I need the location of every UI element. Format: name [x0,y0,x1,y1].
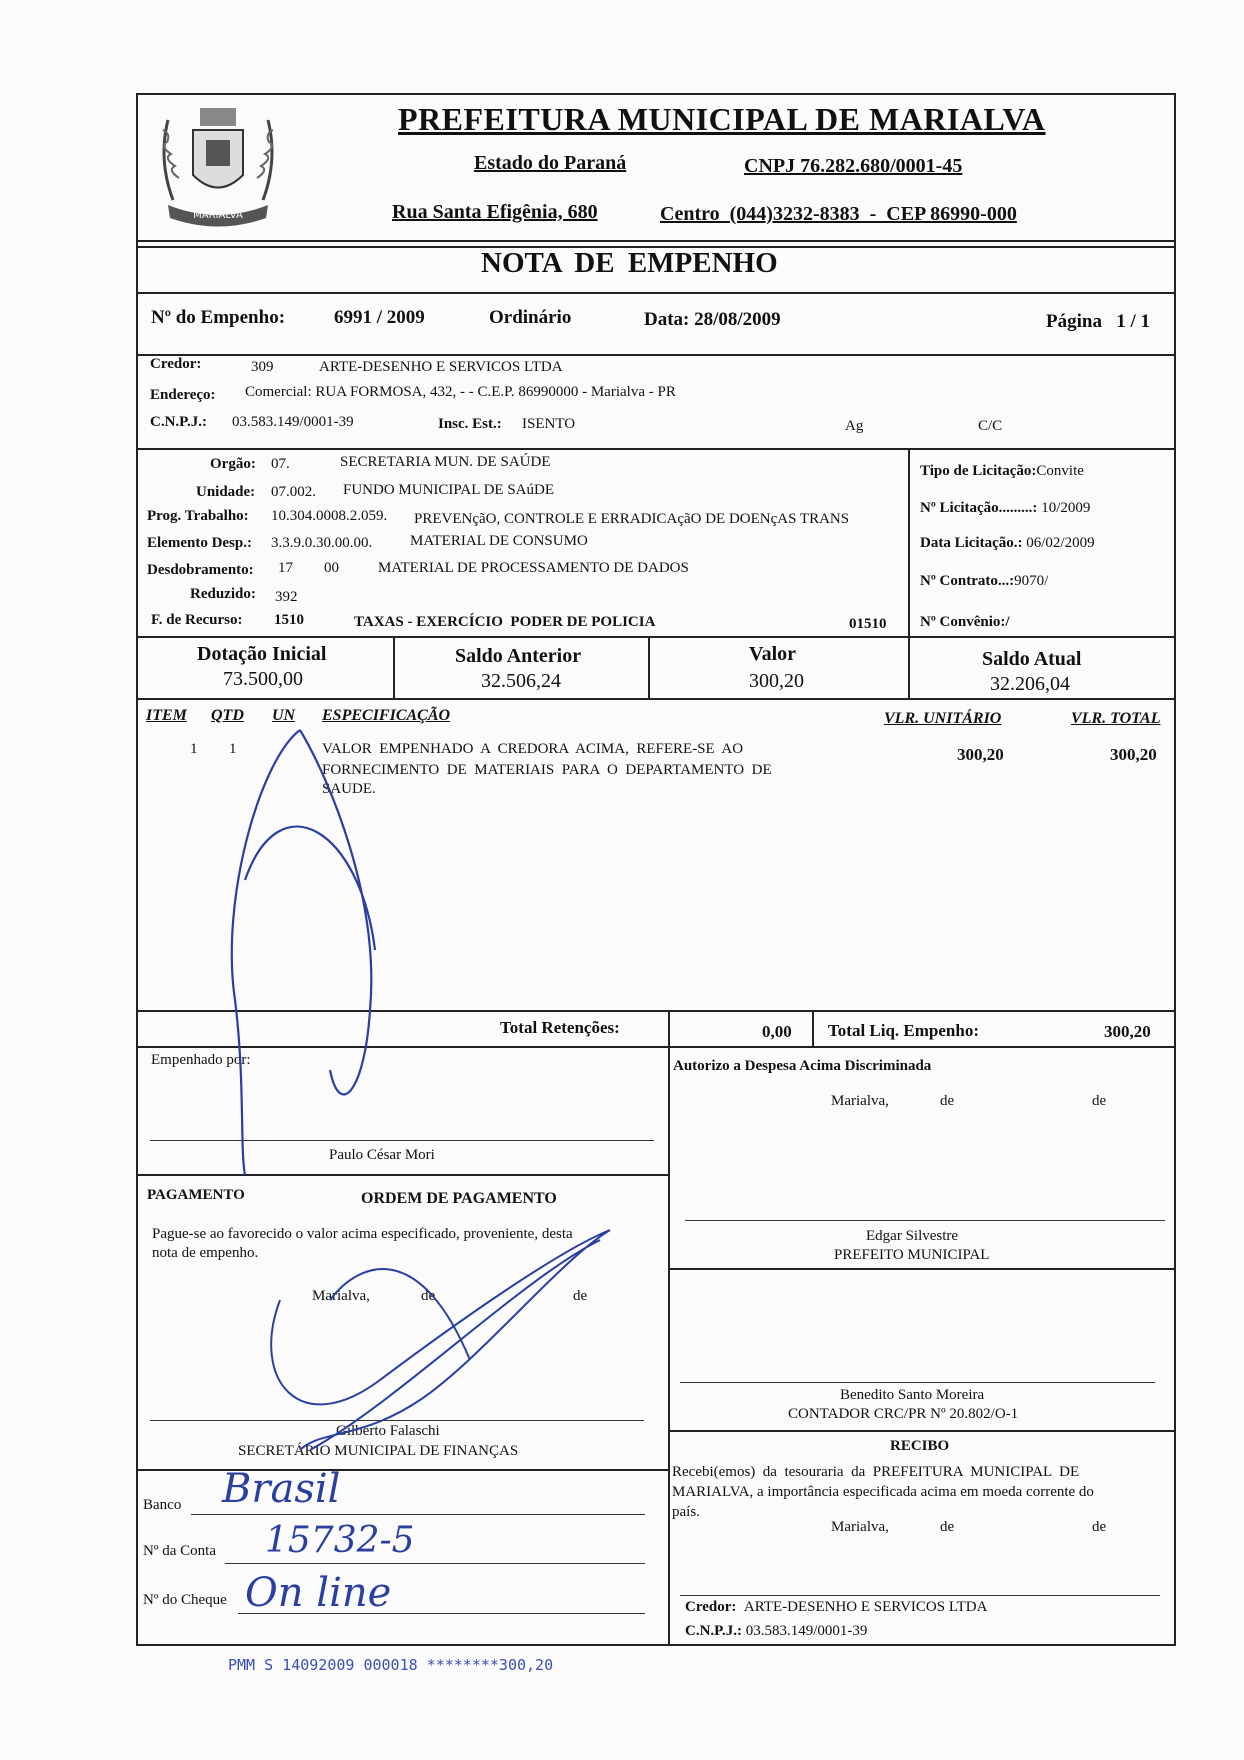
orgao-code: 07. [271,456,290,472]
cc-label: C/C [978,418,1003,434]
item-vlr-unitario: 300,20 [957,745,1004,764]
divider [136,1174,668,1176]
divider [812,1010,814,1046]
autorizo-label: Autorizo a Despesa Acima Discriminada [673,1058,932,1074]
municipal-crest [148,100,288,235]
divider [136,1046,1176,1048]
orgao-name: SECRETARIA MUN. DE SAÚDE [340,454,551,470]
reduzido-value: 392 [275,589,298,605]
data-licitacao: Data Licitação.: 06/02/2009 [920,535,1095,551]
recibo-de-2: de [1092,1519,1107,1535]
divider [668,1430,1176,1432]
elemento-label: Elemento Desp.: [147,535,252,551]
recibo-text-1: Recebi(emos) da tesouraria da PREFEITURA MUNICIPAL DE [672,1464,1080,1480]
cnpj-header: CNPJ 76.282.680/0001-45 [744,155,963,177]
signature-line [150,1140,654,1141]
elemento-name: MATERIAL DE CONSUMO [410,533,588,549]
secretario-role: SECRETÁRIO MUNICIPAL DE FINANÇAS [238,1443,519,1459]
cheque-handwritten: On line [245,1570,392,1616]
street-address: Rua Santa Efigênia, 680 [392,201,598,223]
credor-code: 309 [251,359,274,375]
item-desc-line-1: VALOR EMPENHADO A CREDORA ACIMA, REFERE-SE AO [322,741,744,757]
insc-label: Insc. Est.: [438,416,502,432]
saldo-anterior-value: 32.506,24 [481,670,561,692]
signature-line [680,1382,1155,1383]
total-retencoes-label: Total Retenções: [500,1018,620,1037]
numero-licitacao: Nº Licitação.........: 10/2009 [920,500,1091,516]
recibo-credor: Credor: ARTE-DESENHO E SERVICOS LTDA [685,1599,988,1615]
col-especificacao: ESPECIFICAÇÃO [322,707,451,724]
page-title: PREFEITURA MUNICIPAL DE MARIALVA [398,101,1046,137]
svg-text:MARIALVA: MARIALVA [193,210,243,221]
divider [136,1469,668,1471]
empenho-number-label: Nº do Empenho: [151,307,286,328]
elemento-code: 3.3.9.0.30.00.00. [271,535,373,551]
prog-code: 10.304.0008.2.059. [271,508,388,524]
desdobramento-label: Desdobramento: [147,562,254,578]
empenho-type: Ordinário [489,307,572,328]
empenho-date: Data: 28/08/2009 [644,309,781,330]
item-vlr-total: 300,20 [1110,745,1157,764]
conta-handwritten: 15732-5 [265,1520,415,1561]
endereco-label: Endereço: [150,387,216,403]
col-vlr-total: VLR. TOTAL [1071,710,1161,727]
contador-name: Benedito Santo Moreira [840,1387,985,1403]
credor-name: ARTE-DESENHO E SERVICOS LTDA [319,359,563,375]
dotacao-inicial-label: Dotação Inicial [197,643,327,665]
divider [668,1268,1176,1270]
recibo-de-1: de [940,1519,955,1535]
pagamento-text-2: nota de empenho. [152,1245,259,1261]
total-liquido-label: Total Liq. Empenho: [828,1021,979,1040]
recurso-name: TAXAS - EXERCÍCIO PODER DE POLICIA [354,614,656,630]
divider [136,698,1176,700]
pagamento-place: Marialva, [312,1288,370,1304]
divider [668,1010,670,1046]
numero-contrato: Nº Contrato...:9070/ [920,573,1049,589]
conta-line [225,1563,645,1564]
cnpj-value: 03.583.149/0001-39 [232,414,354,430]
autorizo-place: Marialva, [831,1093,889,1109]
divider [136,636,1176,638]
unidade-label: Unidade: [196,484,256,500]
desdobramento-subcode: 00 [324,560,339,576]
pagamento-text-1: Pague-se ao favorecido o valor acima especificado, proveniente, desta [152,1226,573,1242]
recibo-place: Marialva, [831,1519,889,1535]
secretario-name: Gilberto Falaschi [336,1423,440,1439]
unidade-code: 07.002. [271,484,316,500]
prog-label: Prog. Trabalho: [147,508,249,524]
total-liquido-value: 300,20 [1104,1022,1151,1041]
recibo-text-2: MARIALVA, a importância especificada acima em moeda corrente do [672,1484,1094,1500]
saldo-atual-value: 32.206,04 [990,673,1070,695]
divider [136,1010,1176,1012]
recibo-cnpj: C.N.P.J.: 03.583.149/0001-39 [685,1623,868,1639]
col-item: ITEM [146,707,187,724]
prefeito-role: PREFEITO MUNICIPAL [834,1247,990,1263]
cnpj-label: C.N.P.J.: [150,414,207,430]
item-desc-line-2: FORNECIMENTO DE MATERIAIS PARA O DEPARTAMENTO DE [322,762,772,778]
recurso-code: 1510 [274,612,304,628]
recurso-code-2: 01510 [849,616,887,632]
signature-line [680,1595,1160,1596]
autorizo-de-1: de [940,1093,955,1109]
cheque-label: Nº do Cheque [143,1592,227,1608]
divider [908,448,910,636]
endereco-value: Comercial: RUA FORMOSA, 432, - - C.E.P. 86990000 - Marialva - PR [245,384,676,400]
signature-line [685,1220,1165,1221]
crest-icon [148,100,288,235]
divider [136,448,1176,450]
ordem-pagamento-label: ORDEM DE PAGAMENTO [361,1190,557,1207]
dotacao-inicial-value: 73.500,00 [223,668,303,690]
numero-convenio: Nº Convênio:/ [920,614,1010,630]
divider [908,636,910,698]
recurso-label: F. de Recurso: [151,612,243,628]
recibo-text-3: país. [672,1504,700,1520]
empenhado-por-name: Paulo César Mori [329,1147,435,1163]
divider [668,1046,670,1646]
reduzido-label: Reduzido: [190,586,256,602]
state-name: Estado do Paraná [474,152,627,174]
document-title: NOTA DE EMPENHO [481,247,778,279]
conta-label: Nº da Conta [143,1543,216,1559]
credor-label: Credor: [150,356,202,372]
divider [136,292,1176,294]
pagamento-de-2: de [573,1288,588,1304]
valor-label: Valor [749,643,797,665]
valor-value: 300,20 [749,670,804,692]
processing-stamp: PMM S 14092009 000018 ********300,20 [228,1656,554,1674]
divider [648,636,650,698]
desdobramento-name: MATERIAL DE PROCESSAMENTO DE DADOS [378,560,689,576]
col-vlr-unitario: VLR. UNITÁRIO [884,710,1002,727]
orgao-label: Orgão: [210,456,256,472]
banco-label: Banco [143,1497,182,1513]
unidade-name: FUNDO MUNICIPAL DE SAúDE [343,482,554,498]
col-qtd: QTD [211,707,244,724]
col-un: UN [272,707,296,724]
saldo-atual-label: Saldo Atual [982,648,1082,670]
pagamento-label: PAGAMENTO [147,1187,245,1203]
banco-line [191,1514,645,1515]
ag-label: Ag [845,418,864,434]
item-number: 1 [190,741,198,757]
prog-name: PREVENçãO, CONTROLE E ERRADICAçãO DE DOENçAS TRANS [414,511,850,527]
empenho-number: 6991 / 2009 [334,307,425,328]
pagamento-de-1: de [421,1288,436,1304]
insc-value: ISENTO [522,416,576,432]
divider [136,240,1176,242]
banco-handwritten: Brasil [222,1466,341,1512]
page-number: Página 1 / 1 [1046,311,1150,332]
divider [393,636,395,698]
tipo-licitacao: Tipo de Licitação:Convite [920,463,1084,479]
district-phone-cep: Centro (044)3232-8383 - CEP 86990-000 [660,203,1017,225]
signature-line [150,1420,644,1421]
item-qtd: 1 [229,741,237,757]
divider [136,354,1176,356]
prefeito-name: Edgar Silvestre [866,1228,959,1244]
empenhado-por-label: Empenhado por: [151,1052,251,1068]
total-retencoes-value: 0,00 [762,1022,792,1041]
autorizo-de-2: de [1092,1093,1107,1109]
contador-role: CONTADOR CRC/PR Nº 20.802/O-1 [788,1406,1019,1422]
recibo-label: RECIBO [890,1438,950,1454]
item-desc-line-3: SAUDE. [322,781,376,797]
saldo-anterior-label: Saldo Anterior [455,645,582,667]
desdobramento-code: 17 [278,560,293,576]
